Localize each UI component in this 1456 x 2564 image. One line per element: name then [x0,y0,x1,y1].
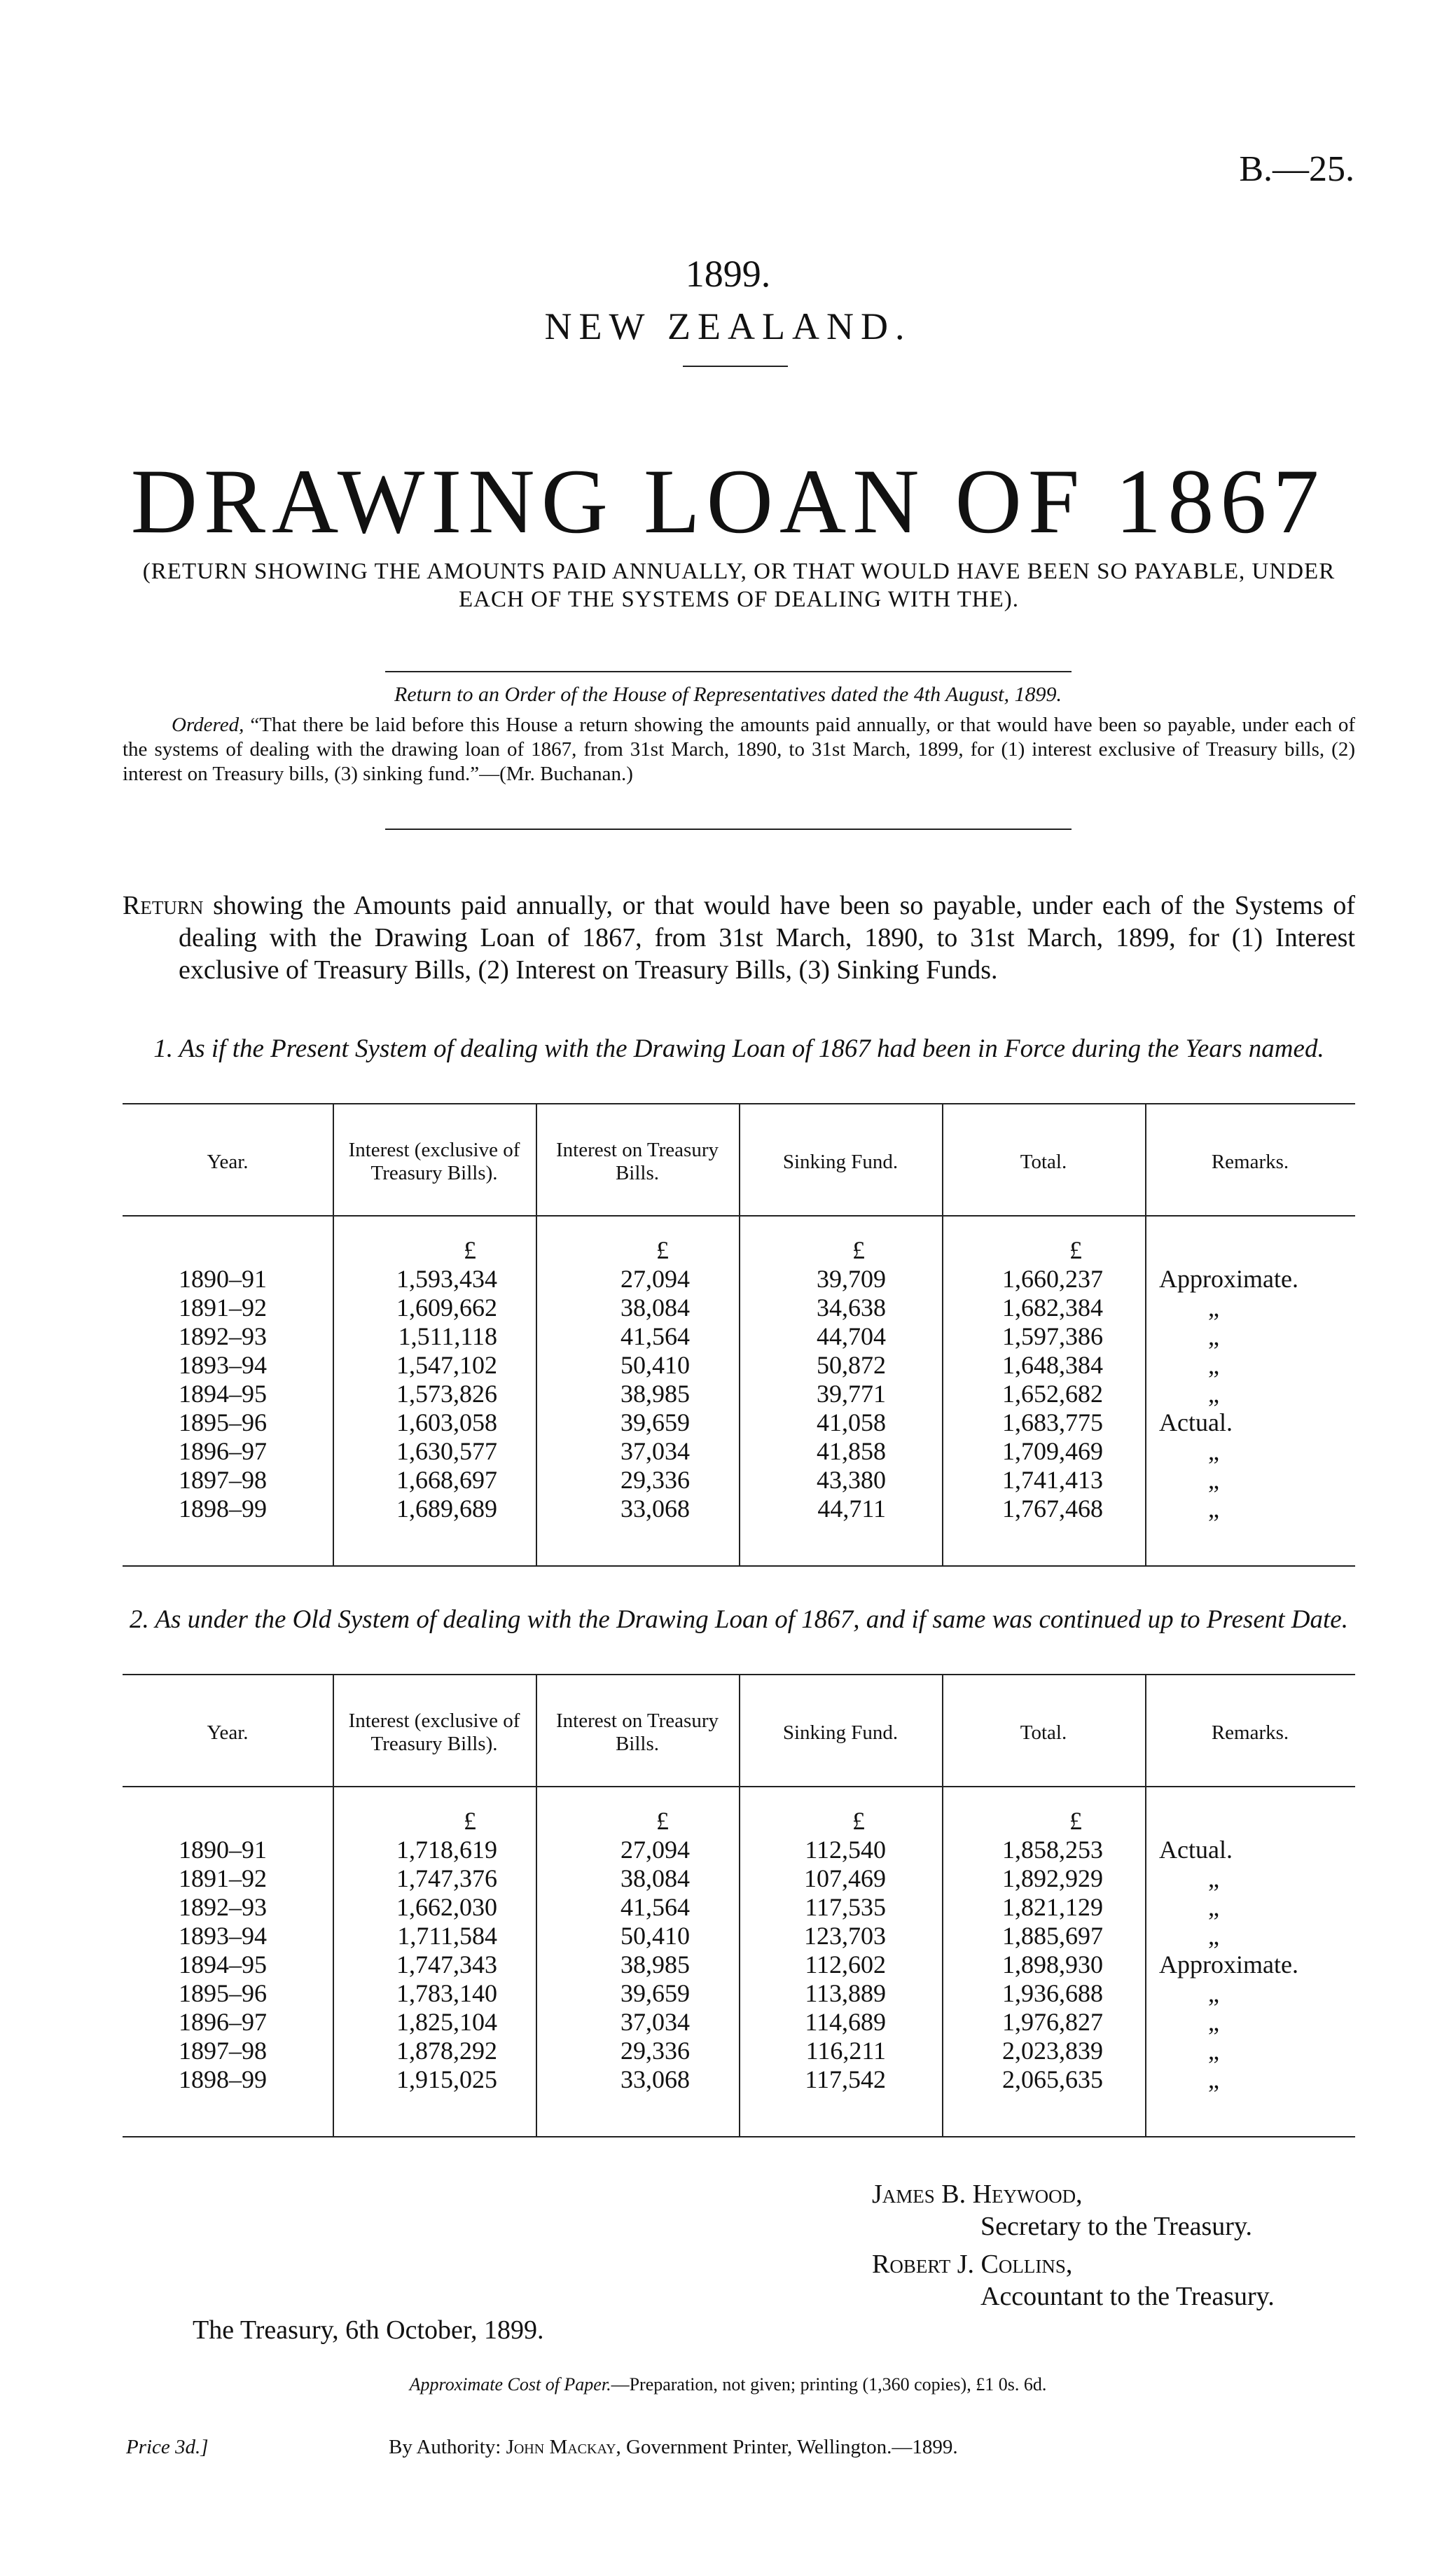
table-cell: 1,683,775 [1002,1408,1103,1436]
currency-symbol [1159,1236,1355,1265]
table-cell: 2,065,635 [1002,2065,1103,2093]
table-cell: 1,898,930 [1002,1950,1103,1979]
column-interest-exclusive [333,1807,536,2094]
table-cell: 34,638 [817,1294,886,1322]
table-cell: „ [1208,1466,1219,1494]
table-cell: 50,872 [817,1351,886,1379]
document-title: DRAWING LOAN OF 1867 [130,450,1326,553]
table-cell: 1890–91 [179,1265,267,1293]
table-cell: 1,597,386 [1002,1322,1103,1350]
table-cell: 29,336 [620,1466,690,1494]
column-year [123,1236,333,1523]
column-year [123,1807,333,2094]
table-cell: „ [1208,1922,1219,1950]
table-cell: 1,878,292 [396,2037,497,2065]
table-cell: 107,469 [804,1864,886,1892]
table-cell: 1,892,929 [1002,1864,1103,1892]
column-total [942,1807,1145,2094]
table-cell: 1,747,376 [396,1864,497,1892]
return-paragraph [123,889,1355,986]
table-cell: 1,660,237 [1002,1265,1103,1293]
table-cell: „ [1208,1979,1219,2007]
table-cell: 41,564 [620,1893,690,1921]
table-cell: 1,711,584 [397,1922,497,1950]
table-cell: 1892–93 [179,1322,267,1350]
table-cell: 1,682,384 [1002,1294,1103,1322]
table-cell: 1,709,469 [1002,1437,1103,1465]
table-cell: 41,564 [620,1322,690,1350]
table-cell: 112,602 [805,1950,886,1979]
table-cell: 1,662,030 [396,1893,497,1921]
currency-symbol [1159,1807,1355,1836]
table-cell: 1890–91 [179,1836,267,1864]
column-total [942,1236,1145,1523]
table-cell: 1,783,140 [396,1979,497,2007]
table-cell: „ [1208,1864,1219,1892]
table-cell: 117,535 [805,1893,886,1921]
table-cell: 1,593,434 [396,1265,497,1293]
table-cell: 1897–98 [179,2037,267,2065]
country-heading: NEW ZEALAND. [544,305,912,347]
table-cell: 1,936,688 [1002,1979,1103,2007]
signatory-name: James B. Heywood, [872,2180,1083,2209]
table-cell: 43,380 [817,1466,886,1494]
table-cell: „ [1208,1437,1219,1465]
signatory-title: Secretary to the Treasury. [980,2212,1252,2241]
table-cell: 2,023,839 [1002,2037,1103,2065]
table-cell: 37,034 [620,1437,690,1465]
header-interest-treasury: Interest on Treasury Bills. [556,1710,719,1755]
table-cell: 29,336 [620,2037,690,2065]
table-cell: 41,058 [817,1408,886,1436]
table-cell: 1,821,129 [1002,1893,1103,1921]
divider [385,671,1072,672]
currency-symbol [179,1236,333,1265]
order-body: “That there be laid before this House a return showing the amounts paid annually, or that would have been so payable, under each of the systems of dealing with the drawing loan of 1867, from 31st March, 1890, to 31st March, 1899, for (1) interest exclusive of Treasury bills, (2) interest on Treasury bills, (3) sinking fund.”—(Mr. Buchanan.) [123,714,1355,785]
signatory-name: Robert J. Collins, [872,2250,1073,2279]
header-sinking-fund: Sinking Fund. [782,1150,899,1173]
return-lead: Return [123,891,204,920]
authority-line [389,2436,958,2459]
printer-name: John Mackay [506,2436,616,2458]
table-cell: 41,858 [817,1437,886,1465]
document-subtitle: (RETURN SHOWING THE AMOUNTS PAID ANNUALLY, OR THAT WOULD HAVE BEEN SO PAYABLE, UNDER EACH OF THE SYSTEMS OF DEALING WITH THE). [142,559,1336,612]
price: Price 3d.] [126,2436,209,2458]
table-cell: 1891–92 [179,1864,267,1892]
currency-symbol: £ [656,1236,669,1264]
column-remarks [1145,1236,1355,1523]
column-sinking-fund [739,1236,942,1523]
table-cell: 33,068 [620,1495,690,1523]
table-cell: 1,609,662 [396,1294,497,1322]
table-cell: „ [1208,2037,1219,2065]
table-cell: 1,741,413 [1002,1466,1103,1494]
table-cell: 1,976,827 [1002,2008,1103,2036]
table-cell: 1,915,025 [396,2065,497,2093]
column-interest-treasury [536,1236,739,1523]
table-cell: 112,540 [805,1836,886,1864]
table-cell: 1898–99 [179,2065,267,2093]
document-reference: B.—25. [1239,149,1354,189]
column-interest-exclusive [333,1236,536,1523]
divider [683,366,788,367]
table-cell: „ [1208,2065,1219,2093]
table-cell: „ [1208,1322,1219,1350]
table-cell: 50,410 [620,1351,690,1379]
table-cell: 1,825,104 [396,2008,497,2036]
table-cell: 38,985 [620,1380,690,1408]
table-cell: 1,668,697 [396,1466,497,1494]
currency-symbol: £ [464,1236,476,1264]
table-cell: 1,747,343 [396,1950,497,1979]
table-cell: 1898–99 [179,1495,267,1523]
currency-symbol: £ [852,1236,865,1264]
table-cell: 1,511,118 [398,1322,497,1350]
table-cell: Approximate. [1159,1950,1298,1979]
table-cell: 1,885,697 [1002,1922,1103,1950]
order-text [123,713,1355,786]
table-cell: 44,711 [817,1495,886,1523]
section-2-heading: 2. As under the Old System of dealing with the Drawing Loan of 1867, and if same was continued up to Present Date. [130,1605,1348,1634]
currency-symbol: £ [464,1807,476,1835]
header-remarks: Remarks. [1211,1721,1289,1744]
table-cell: 1896–97 [179,2008,267,2036]
header-total: Total. [1020,1150,1067,1173]
table-cell: 123,703 [804,1922,886,1950]
ordered-label: Ordered, [172,714,244,736]
table-cell: 1893–94 [179,1922,267,1950]
table-cell: „ [1208,1351,1219,1379]
table-cell: „ [1208,1380,1219,1408]
table-cell: 39,709 [817,1265,886,1293]
header-remarks: Remarks. [1211,1150,1289,1173]
table-cell: 27,094 [620,1836,690,1864]
table-cell: 38,084 [620,1294,690,1322]
header-total: Total. [1020,1721,1067,1744]
table-cell: 39,659 [620,1979,690,2007]
table-cell: 38,985 [620,1950,690,1979]
table-cell: 39,771 [817,1380,886,1408]
table-cell: 33,068 [620,2065,690,2093]
table-cell: 1,630,577 [396,1437,497,1465]
table-cell: 1,573,826 [396,1380,497,1408]
table-cell: 1,858,253 [1002,1836,1103,1864]
cost-label: Approximate Cost of Paper. [409,2374,611,2395]
table-cell: 1897–98 [179,1466,267,1494]
table-cell: 1,718,619 [396,1836,497,1864]
header-year: Year. [207,1150,249,1173]
table-cell: Approximate. [1159,1265,1298,1293]
table-cell: 39,659 [620,1408,690,1436]
table-cell: 1895–96 [179,1979,267,2007]
table-cell: 1,652,682 [1002,1380,1103,1408]
column-sinking-fund [739,1807,942,2094]
table-cell: 113,889 [805,1979,886,2007]
table-cell: 116,211 [805,2037,886,2065]
currency-symbol: £ [1069,1236,1082,1264]
table-cell: 1892–93 [179,1893,267,1921]
table-cell: 1,603,058 [396,1408,497,1436]
table-cell: 1,547,102 [396,1351,497,1379]
cost-text: —Preparation, not given; printing (1,360 copies), £1 0s. 6d. [611,2374,1047,2395]
column-interest-treasury [536,1807,739,2094]
table-cell: 37,034 [620,2008,690,2036]
table-cell: 1893–94 [179,1351,267,1379]
currency-symbol: £ [1069,1807,1082,1835]
table-cell: 38,084 [620,1864,690,1892]
section-1-heading: 1. As if the Present System of dealing with the Drawing Loan of 1867 had been in Force during the Years named. [153,1034,1324,1063]
table-cell: 1891–92 [179,1294,267,1322]
table-cell: 1,689,689 [396,1495,497,1523]
table-cell: 117,542 [805,2065,886,2093]
publication-year: 1899. [685,253,771,295]
header-sinking-fund: Sinking Fund. [782,1721,899,1744]
header-interest-exclusive: Interest (exclusive of Treasury Bills). [348,1139,520,1184]
currency-symbol: £ [852,1807,865,1835]
order-heading: Return to an Order of the House of Representatives dated the 4th August, 1899. [394,683,1062,706]
table-cell: „ [1208,1294,1219,1322]
table-cell: „ [1208,1893,1219,1921]
table-cell: 1896–97 [179,1437,267,1465]
dateline: The Treasury, 6th October, 1899. [193,2315,544,2345]
cost-note [0,2374,1456,2395]
currency-symbol: £ [656,1807,669,1835]
header-interest-treasury: Interest on Treasury Bills. [556,1139,719,1184]
table-cell: 44,704 [817,1322,886,1350]
table-cell: 50,410 [620,1922,690,1950]
signatory-title: Accountant to the Treasury. [980,2282,1275,2311]
table-cell: „ [1208,1495,1219,1523]
table-cell: Actual. [1159,1836,1233,1864]
authority-suffix: , Government Printer, Wellington.—1899. [616,2436,958,2458]
table-cell: 1,648,384 [1002,1351,1103,1379]
divider [385,829,1072,830]
currency-symbol [179,1807,333,1836]
table-cell: 114,689 [805,2008,886,2036]
table-cell: 27,094 [620,1265,690,1293]
table-cell: Actual. [1159,1408,1233,1436]
header-interest-exclusive: Interest (exclusive of Treasury Bills). [348,1710,520,1755]
authority-prefix: By Authority: [389,2436,506,2458]
table-cell: „ [1208,2008,1219,2036]
return-body: showing the Amounts paid annually, or that would have been so payable, under each of the Systems of dealing with the Drawing Loan of 1867, from 31st March, 1890, to 31st March, 1899, for (1) Interest exclusive of Treasury Bills, (2) Interest on Treasury Bills, (3) Sinking Funds. [179,891,1355,985]
table-cell: 1895–96 [179,1408,267,1436]
column-remarks [1145,1807,1355,2094]
table-cell: 1894–95 [179,1950,267,1979]
header-year: Year. [207,1721,249,1744]
table-cell: 1,767,468 [1002,1495,1103,1523]
table-cell: 1894–95 [179,1380,267,1408]
